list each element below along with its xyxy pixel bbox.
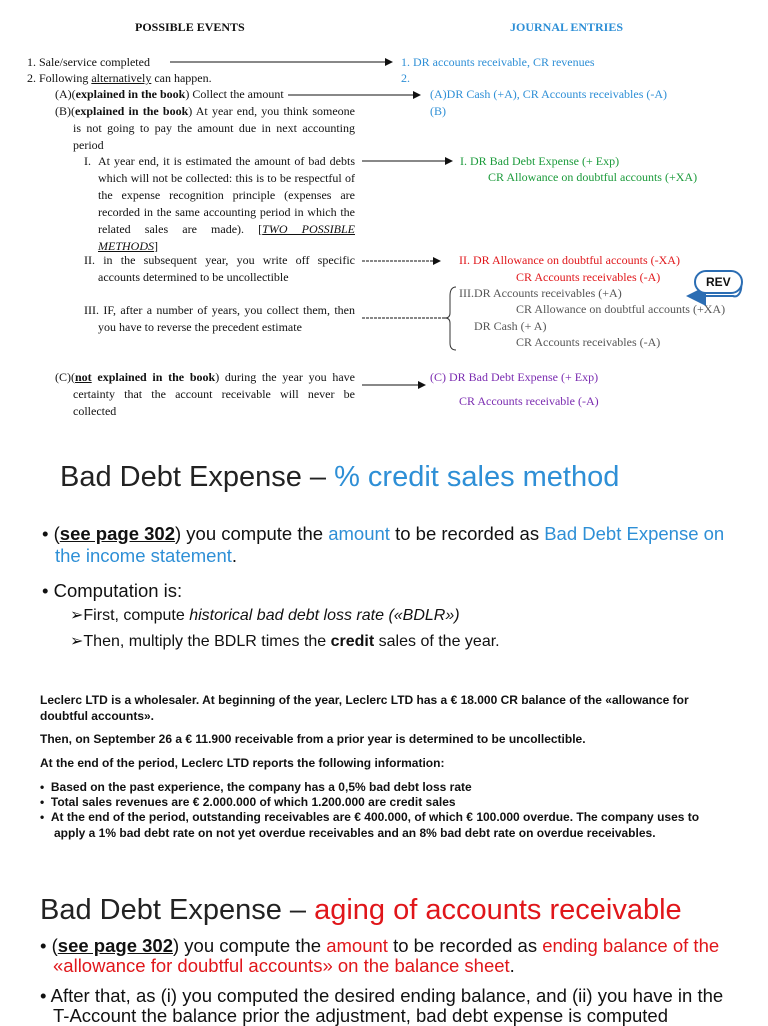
journal-2a: (A)DR Cash (+A), CR Accounts receivables (-A) <box>430 87 668 101</box>
event-2: 2. Following alternatively can happen. <box>27 71 212 85</box>
event-2b-i: At year end, it is estimated the amount of bad debts which will not be collected: this is to be respectful of the expense recognition principle (expenses are recorded in the same accounting period in which the related sales are made). [TWO POSSIBLE METHODS] <box>98 154 355 253</box>
event-2a: (A)(explained in the book) Collect the amount <box>55 87 284 101</box>
journal-i-dr: I. DR Bad Debt Expense (+ Exp) <box>460 154 620 168</box>
exercise-bullet-3: • At the end of the period, outstanding receivables are € 400.000, of which € 100.000 overdue. The company uses to apply a 1% bad debt rate on not yet overdue receivables and an 8% bad debt rate on overdue receivables. <box>40 810 700 840</box>
slide1-title: Bad Debt Expense – % credit sales method <box>60 461 620 493</box>
exercise-bullet-1: • Based on the past experience, the company has a 0,5% bad debt loss rate <box>40 780 472 794</box>
event-2b-ii: II. in the subsequent year, you write off specific accounts determined to be uncollectible <box>84 253 355 284</box>
slide1-sub-1: ➢First, compute historical bad debt loss rate («BDLR») <box>70 607 460 624</box>
journal-iii-dr-cash: DR Cash (+ A) <box>474 319 547 333</box>
slide2-title: Bad Debt Expense – aging of accounts receivable <box>40 894 682 926</box>
slide1-bullet-1: • (see page 302) you compute the amount to be recorded as Bad Debt Expense on the income statement. <box>42 523 725 566</box>
event-2b-iii: III. IF, after a number of years, you collect them, then you have to reverse the precedent estimate <box>84 303 355 334</box>
event-1: 1. Sale/service completed <box>27 55 150 69</box>
exercise-bullet-2: • Total sales revenues are € 2.000.000 of which 1.200.000 are credit sales <box>40 795 456 809</box>
journal-i-cr: CR Allowance on doubtful accounts (+XA) <box>488 170 698 184</box>
event-2b-i-num: I. <box>84 154 91 168</box>
rev-badge: REV <box>694 270 743 294</box>
arrows-layer <box>0 0 768 430</box>
journal-1: 1. DR accounts receivable, CR revenues <box>401 55 595 69</box>
journal-iii-dr-ar: III.DR Accounts receivables (+A) <box>459 286 622 300</box>
journal-c-dr: (C) DR Bad Debt Expense (+ Exp) <box>430 370 599 384</box>
exercise-p3: At the end of the period, Leclerc LTD reports the following information: <box>40 756 445 770</box>
journal-c-cr: CR Accounts receivable (-A) <box>459 394 599 408</box>
exercise-p2: Then, on September 26 a € 11.900 receivable from a prior year is determined to be uncollectible. <box>40 732 586 746</box>
journal-entries-header: JOURNAL ENTRIES <box>510 20 624 34</box>
journal-ii-dr: II. DR Allowance on doubtful accounts (-XA) <box>459 253 680 267</box>
journal-ii-cr: CR Accounts receivables (-A) <box>516 270 661 284</box>
journal-iii-cr-allow: CR Allowance on doubtful accounts (+XA) <box>516 302 726 316</box>
slide2-bullet-2: • After that, as (i) you computed the desired ending balance, and (ii) you have in the T-Account the balance prior the adjustment, bad debt expense is computed <box>40 985 724 1026</box>
journal-iii-cr-ar: CR Accounts receivables (-A) <box>516 335 661 349</box>
brace-iii <box>445 287 456 350</box>
journal-2: 2. <box>401 71 410 85</box>
slide2-bullet-1: • (see page 302) you compute the amount to be recorded as ending balance of the «allowance for doubtful accounts» on the balance sheet. <box>40 935 720 976</box>
event-2b: (B)(explained in the book) At year end, you think someone is not going to pay the amount due in next accounting period <box>55 104 355 152</box>
event-2c: (C)(not explained in the book) during the year you have certainty that the account receivable will never be collected <box>55 370 355 418</box>
slide1-bullet-2: • Computation is: <box>42 580 183 601</box>
slide1-sub-2: ➢Then, multiply the BDLR times the credit sales of the year. <box>70 633 500 650</box>
journal-2b: (B) <box>430 104 446 118</box>
exercise-p1: Leclerc LTD is a wholesaler. At beginning of the year, Leclerc LTD has a € 18.000 CR balance of the «allowance for doubtful accounts». <box>40 693 689 723</box>
possible-events-header: POSSIBLE EVENTS <box>135 20 245 34</box>
